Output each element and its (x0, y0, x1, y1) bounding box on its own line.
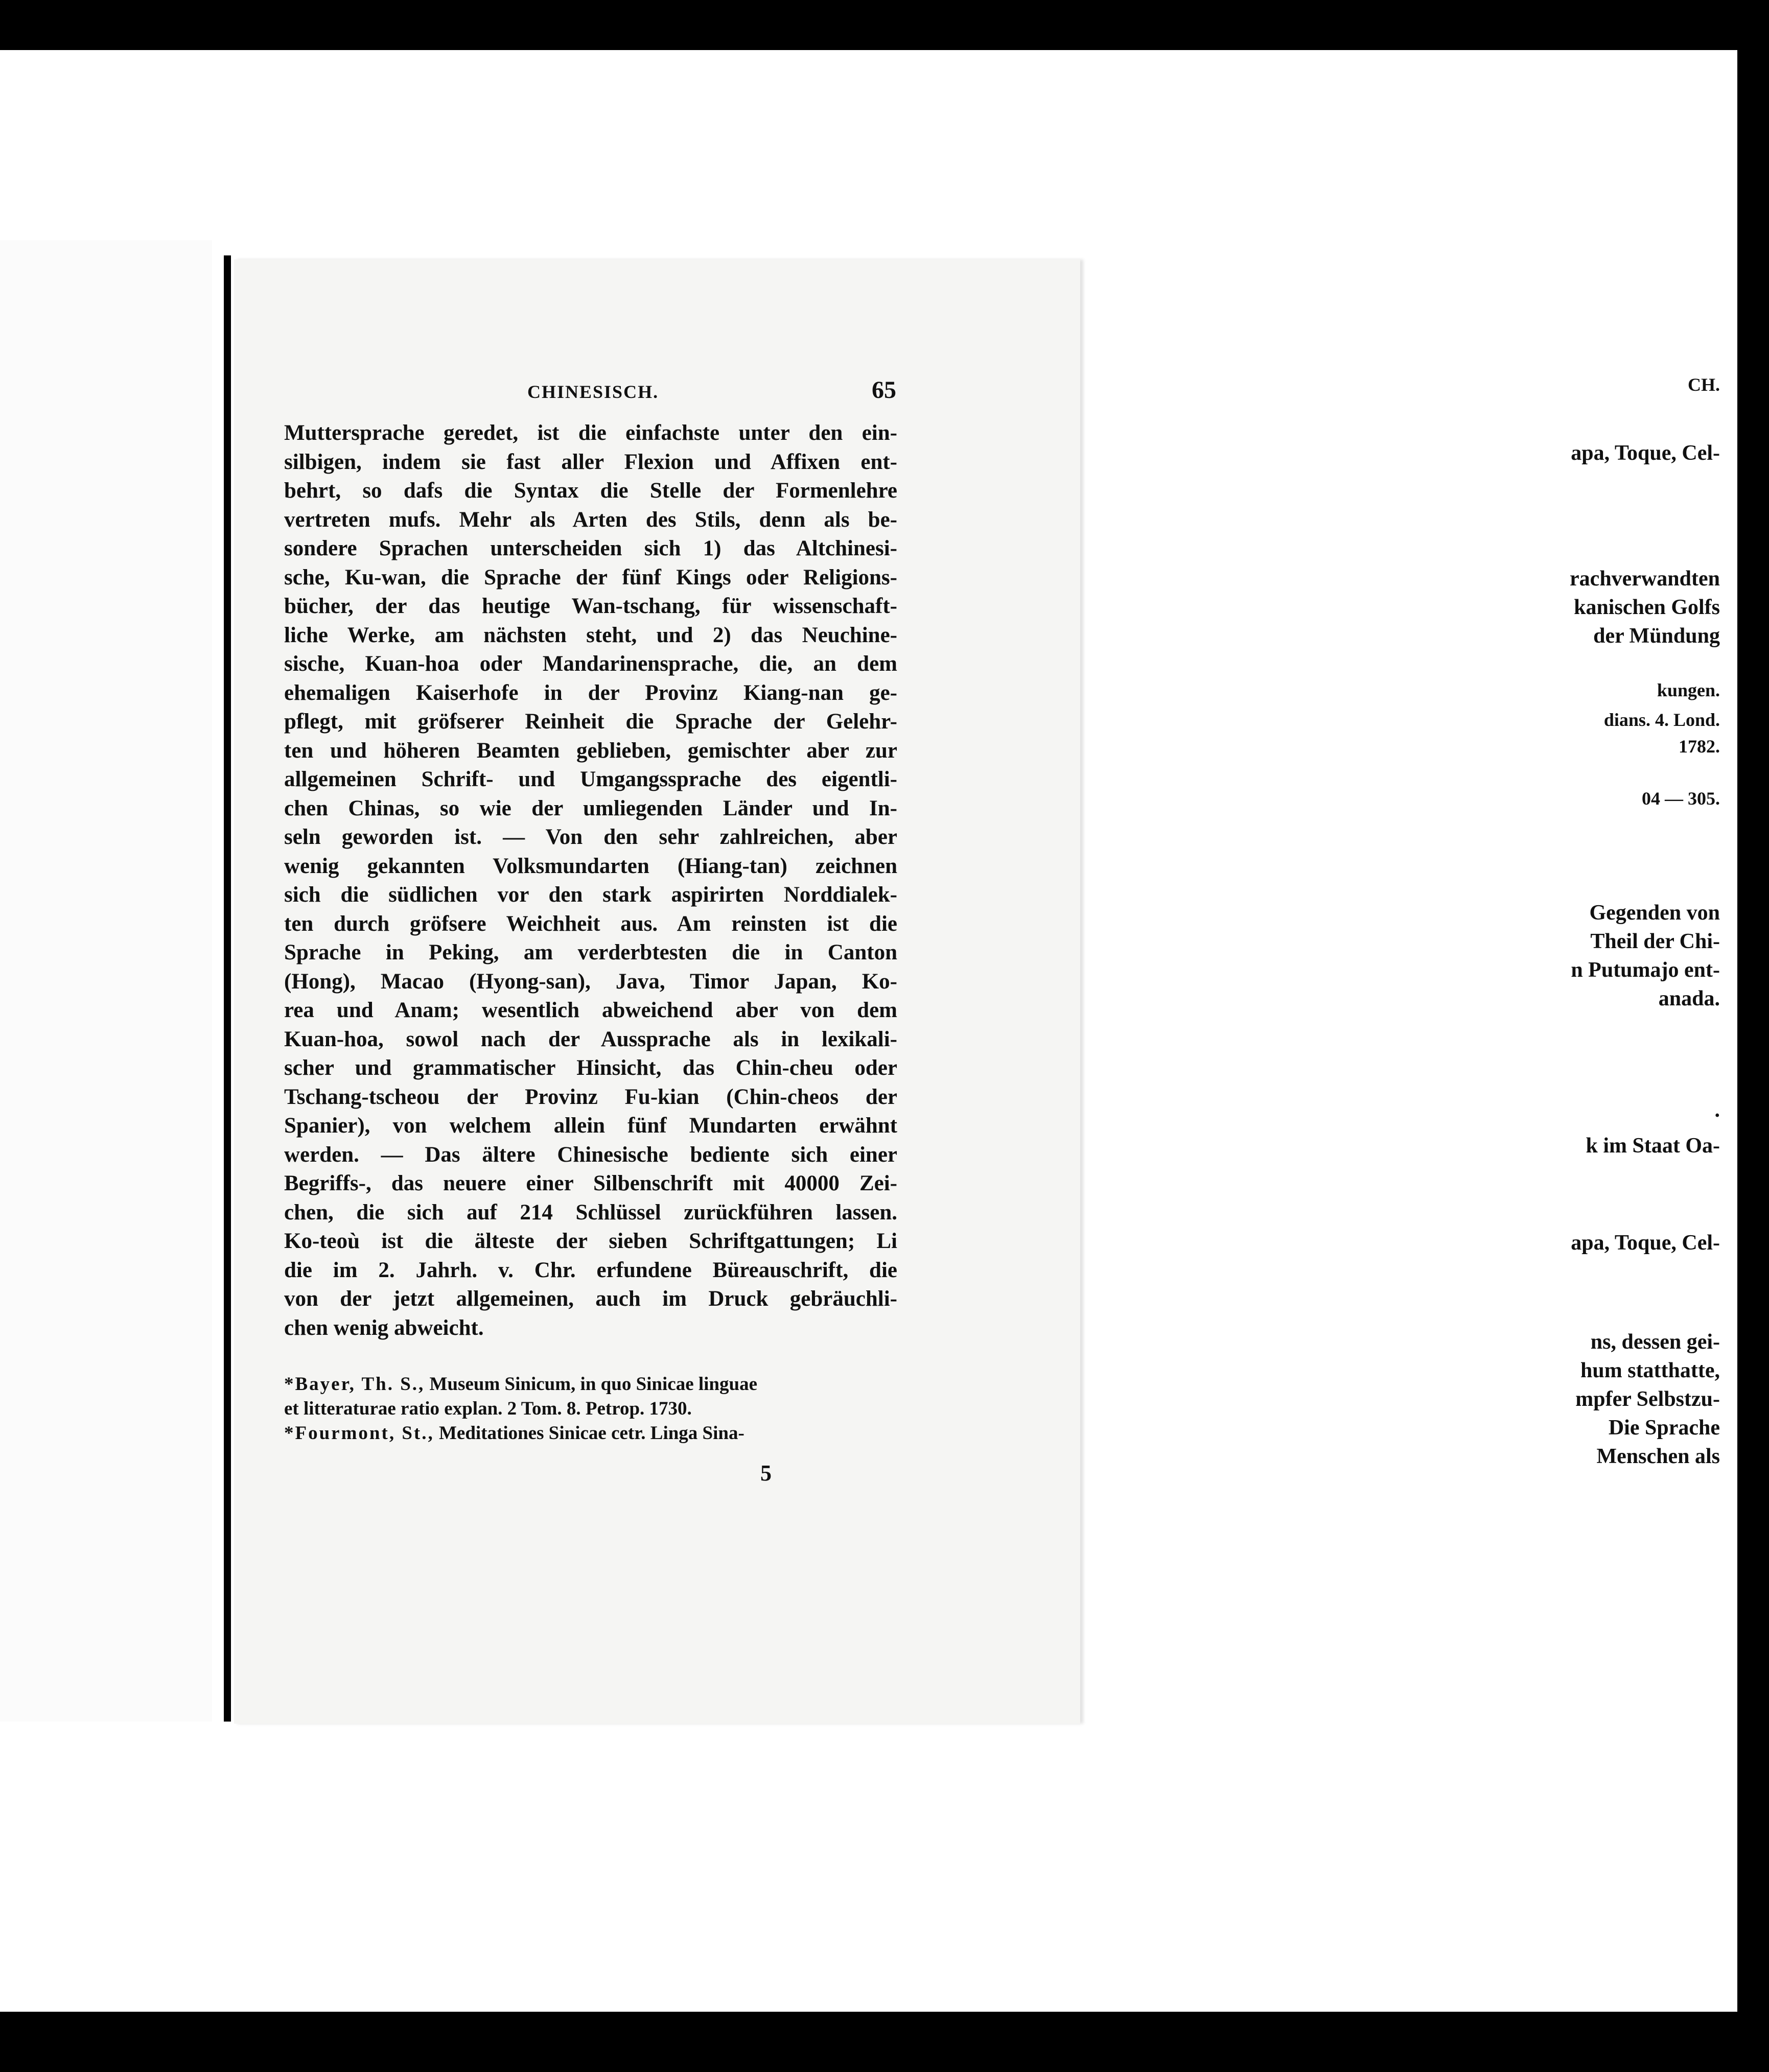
bibliography-entry (284, 1372, 897, 1397)
text-line: silbigen, indem sie fast aller Flexion und Affixen ent- (284, 450, 897, 474)
text-line: chen Chinas, so wie der umliegenden Länder und In- (284, 796, 897, 820)
left-line: ns, dessen gei- (1590, 1330, 1720, 1354)
text-line: sche, Ku-wan, die Sprache der fünf Kings oder Religions- (284, 565, 897, 590)
signature-mark: 5 (760, 1461, 772, 1486)
text-line: vertreten mufs. Mehr als Arten des Stils, denn als be- (284, 507, 897, 532)
text-line: Tschang-tscheou der Provinz Fu-kian (Chin-cheos der (284, 1085, 897, 1109)
text-line: ten und höheren Beamten geblieben, gemischter aber zur (284, 738, 897, 763)
left-line: hum statthatte, (1580, 1359, 1720, 1382)
text-line: bücher, der das heutige Wan-tschang, für wissenschaft- (284, 594, 897, 618)
text-line: wenig gekannten Volksmundarten (Hiang-tan) zeichnen (284, 854, 897, 878)
text-line: allgemeinen Schrift- und Umgangssprache des eigentli- (284, 767, 897, 791)
text-line: Sprache in Peking, am verderbtesten die in Canton (284, 940, 897, 964)
left-line: der Mündung (1593, 624, 1720, 648)
text-line: ten durch gröfsere Weichheit aus. Am reinsten ist die (284, 911, 897, 936)
left-line: anada. (1658, 987, 1720, 1010)
bibliography-title: Museum Sinicum, in quo Sinicae linguae (429, 1374, 758, 1395)
text-line: pflegt, mit gröfserer Reinheit die Sprache der Gelehr- (284, 710, 897, 734)
text-line: behrt, so dafs die Syntax die Stelle der Formenlehre (284, 479, 897, 503)
text-line: die im 2. Jahrh. v. Chr. erfundene Büreauschrift, die (284, 1258, 897, 1282)
text-line: werden. — Das ältere Chinesische bediente sich einer (284, 1142, 897, 1167)
text-line: Ko-teoù ist die älteste der sieben Schriftgattungen; Li (284, 1229, 897, 1253)
left-line: n Putumajo ent- (1571, 958, 1720, 982)
left-line: 04 — 305. (1642, 788, 1720, 809)
text-line: sondere Sprachen unterscheiden sich 1) das Altchinesi- (284, 536, 897, 560)
left-page-fragment (0, 240, 212, 1722)
running-head: CHINESISCH. (527, 382, 659, 402)
left-line: 1782. (1679, 736, 1720, 757)
left-running-head: CH. (1688, 374, 1720, 395)
text-line: Kuan-hoa, sowol nach der Aussprache als in lexikali- (284, 1027, 897, 1051)
left-line: . (1714, 1098, 1720, 1122)
text-line: ehemaligen Kaiserhofe in der Provinz Kiang-nan ge- (284, 680, 897, 705)
left-line: Gegenden von (1589, 901, 1720, 925)
text-line: Spanier), von welchem allein fünf Mundarten erwähnt (284, 1114, 897, 1138)
left-line: k im Staat Oa- (1586, 1134, 1720, 1158)
left-line: dians. 4. Lond. (1603, 710, 1720, 730)
bibliography-title: Meditationes Sinicae cetr. Linga Sina- (438, 1423, 744, 1444)
bibliography-entry (284, 1421, 897, 1446)
text-line: scher und grammatischer Hinsicht, das Chin-cheu oder (284, 1056, 897, 1080)
page-number: 65 (872, 376, 896, 404)
text-line: (Hong), Macao (Hyong-san), Java, Timor Japan, Ko- (284, 969, 897, 994)
text-line: chen wenig abweicht. (284, 1315, 484, 1340)
bibliography-author: *Bayer, Th. S., (284, 1374, 425, 1395)
left-line: kungen. (1657, 680, 1720, 700)
left-line: Die Sprache (1608, 1416, 1720, 1440)
left-line: mpfer Selbstzu- (1575, 1387, 1720, 1411)
text-line: seln geworden ist. — Von den sehr zahlreichen, aber (284, 825, 897, 849)
left-line: apa, Toque, Cel- (1571, 1231, 1720, 1255)
text-line: Begriffs-, das neuere einer Silbenschrift mit 40000 Zei- (284, 1171, 897, 1195)
bibliography-entry-continuation: et litteraturae ratio explan. 2 Tom. 8. Petrop. 1730. (284, 1398, 692, 1419)
body-text (284, 419, 897, 1343)
text-line: sich die südlichen vor den stark aspirirten Norddialek- (284, 883, 897, 907)
left-line: Theil der Chi- (1590, 930, 1720, 953)
book-spine-gutter (224, 255, 231, 1722)
left-line: kanischen Golfs (1574, 596, 1720, 619)
left-line: Menschen als (1596, 1445, 1720, 1468)
text-line: rea und Anam; wesentlich abweichend aber von dem (284, 998, 897, 1022)
left-line: rachverwandten (1570, 567, 1720, 591)
bibliography (284, 1372, 897, 1446)
bibliography-author: *Fourmont, St., (284, 1423, 434, 1444)
left-line: apa, Toque, Cel- (1571, 441, 1720, 465)
text-line: Muttersprache geredet, ist die einfachste unter den ein- (284, 421, 897, 445)
text-line: sische, Kuan-hoa oder Mandarinensprache, die, an dem (284, 652, 897, 676)
text-line: von der jetzt allgemeinen, auch im Druck gebräuchli- (284, 1287, 897, 1311)
text-line: chen, die sich auf 214 Schlüssel zurückführen lassen. (284, 1200, 897, 1225)
text-line: liche Werke, am nächsten steht, und 2) das Neuchine- (284, 623, 897, 647)
